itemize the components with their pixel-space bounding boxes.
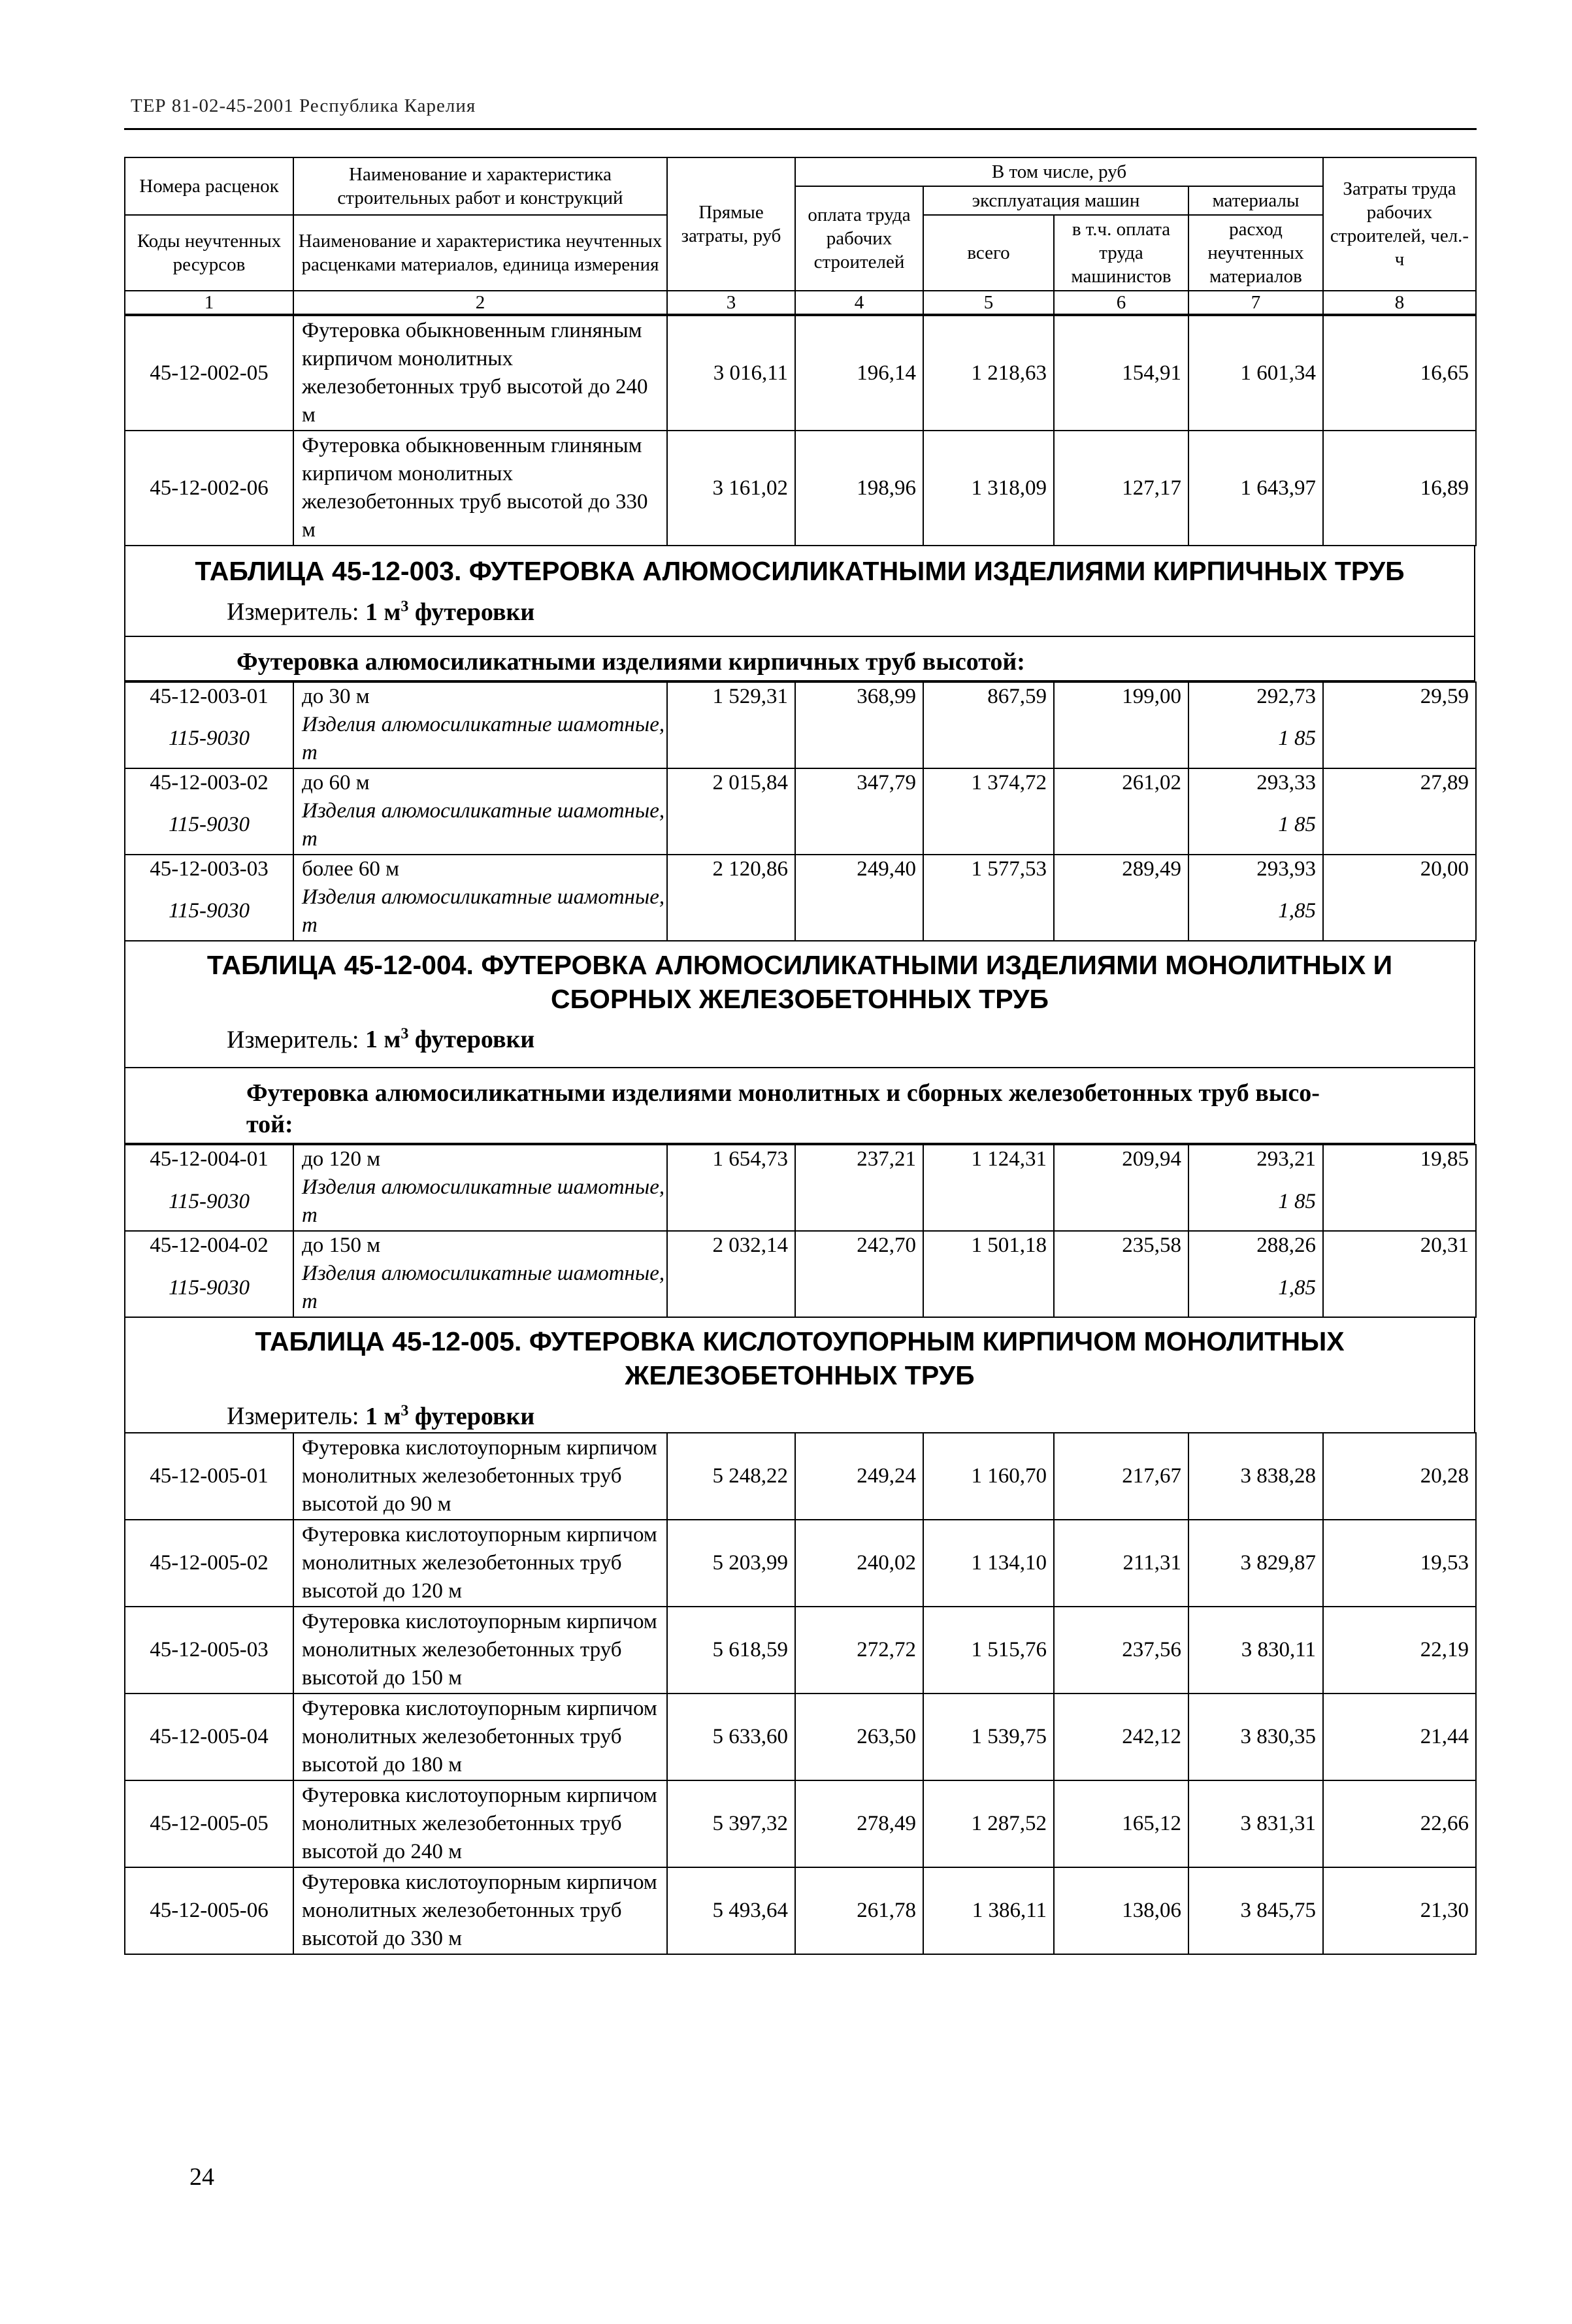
- labor-hours: 22,66: [1323, 1780, 1476, 1867]
- table-row: [125, 1607, 1476, 1694]
- measure-suffix: футеровки: [408, 598, 535, 626]
- operator-cost: 235,58: [1054, 1231, 1188, 1259]
- table-row: [125, 1694, 1476, 1780]
- labor-cost: 242,70: [795, 1231, 923, 1259]
- rate-code: 45-12-002-06: [125, 431, 293, 546]
- machine-cost: 1 374,72: [923, 768, 1054, 796]
- empty-cell: [1323, 1173, 1476, 1231]
- empty-cell: [923, 796, 1054, 855]
- section-title-line1: ТАБЛИЦА 45-12-004. ФУТЕРОВКА АЛЮМОСИЛИКАТНЫМИ ИЗДЕЛИЯМИ МОНОЛИТНЫХ И: [206, 949, 1393, 980]
- resource-code: 115-9030: [125, 710, 293, 768]
- rate-name: Футеровка кислотоупорным кирпичом монолитных железобетонных труб высотой до 120 м: [293, 1520, 667, 1607]
- measure-unit: 1 м: [365, 1026, 401, 1054]
- labor-cost: 368,99: [795, 682, 923, 710]
- resource-name: Изделия алюмосиликатные шамотные, т: [293, 796, 667, 855]
- header-machines: эксплуатация машин: [923, 186, 1188, 215]
- table-row: [125, 316, 1476, 431]
- resource-row: [125, 710, 1476, 768]
- machine-cost: 1 515,76: [923, 1607, 1054, 1694]
- rate-code: 45-12-005-03: [125, 1607, 293, 1694]
- subsection-title: [125, 1067, 1474, 1144]
- measure-line: [125, 591, 1474, 628]
- empty-cell: [667, 1173, 795, 1231]
- machine-cost: 1 134,10: [923, 1520, 1054, 1607]
- labor-cost: 240,02: [795, 1520, 923, 1607]
- rate-name: Футеровка кислотоупорным кирпичом монолитных железобетонных труб высотой до 330 м: [293, 1867, 667, 1954]
- table-row: [125, 1780, 1476, 1867]
- resource-name: Изделия алюмосиликатные шамотные, т: [293, 1173, 667, 1231]
- empty-cell: [667, 710, 795, 768]
- subsection-title-line2: той:: [246, 1111, 293, 1139]
- labor-cost: 196,14: [795, 316, 923, 431]
- rate-name: до 150 м: [293, 1231, 667, 1259]
- measure-prefix: Измеритель:: [227, 598, 365, 626]
- empty-cell: [1323, 710, 1476, 768]
- empty-cell: [795, 1259, 923, 1317]
- empty-cell: [1323, 796, 1476, 855]
- resource-row: [125, 1173, 1476, 1231]
- table-row: [125, 1433, 1476, 1520]
- measure-suffix: футеровки: [408, 1402, 535, 1430]
- rate-name: до 30 м: [293, 682, 667, 710]
- empty-cell: [795, 883, 923, 941]
- labor-cost: 261,78: [795, 1867, 923, 1954]
- materials-cost: 292,73: [1188, 682, 1323, 710]
- section-003-heading: [124, 546, 1475, 681]
- table-row: [125, 768, 1476, 796]
- resource-code: 115-9030: [125, 1173, 293, 1231]
- empty-cell: [667, 796, 795, 855]
- operator-cost: 127,17: [1054, 431, 1188, 546]
- operator-cost: 289,49: [1054, 855, 1188, 883]
- materials-cost: 288,26: [1188, 1231, 1323, 1259]
- machine-cost: 1 577,53: [923, 855, 1054, 883]
- materials-cost: 293,93: [1188, 855, 1323, 883]
- empty-cell: [1323, 1259, 1476, 1317]
- column-number: 6: [1054, 291, 1188, 314]
- header-col7: расход неучтенных материалов: [1188, 215, 1323, 291]
- resource-quantity: 1 85: [1188, 1173, 1323, 1231]
- column-number: 1: [125, 291, 293, 314]
- labor-hours: 20,28: [1323, 1433, 1476, 1520]
- labor-cost: 278,49: [795, 1780, 923, 1867]
- resource-quantity: 1 85: [1188, 710, 1323, 768]
- machine-cost: 1 287,52: [923, 1780, 1054, 1867]
- table-005-rows: [124, 1432, 1477, 1955]
- machine-cost: 1 318,09: [923, 431, 1054, 546]
- table-004-rows: [124, 1144, 1477, 1318]
- column-number: 8: [1323, 291, 1476, 314]
- section-title-line2: СБОРНЫХ ЖЕЛЕЗОБЕТОННЫХ ТРУБ: [550, 983, 1049, 1014]
- rate-name: Футеровка обыкновенным глиняным кирпичом монолитных железобетонных труб высотой до 240 м: [293, 316, 667, 431]
- empty-cell: [1054, 710, 1188, 768]
- column-number: 5: [923, 291, 1054, 314]
- labor-hours: 19,53: [1323, 1520, 1476, 1607]
- table-row: [125, 855, 1476, 883]
- measure-unit: 1 м: [365, 598, 401, 626]
- empty-cell: [1054, 1173, 1188, 1231]
- resource-row: [125, 883, 1476, 941]
- header-col1-bottom: Коды неучтенных ресурсов: [125, 215, 293, 291]
- resource-name: Изделия алюмосиликатные шамотные, т: [293, 1259, 667, 1317]
- rate-name: до 120 м: [293, 1145, 667, 1173]
- empty-cell: [923, 883, 1054, 941]
- header-col2-bottom: Наименование и характеристика неучтенных расценками материалов, единица измерения: [293, 215, 667, 291]
- column-number: 4: [795, 291, 923, 314]
- operator-cost: 237,56: [1054, 1607, 1188, 1694]
- direct-cost: 5 633,60: [667, 1694, 795, 1780]
- measure-unit: 1 м: [365, 1402, 401, 1430]
- table-header: [124, 157, 1477, 315]
- empty-cell: [923, 1259, 1054, 1317]
- machine-cost: 1 124,31: [923, 1145, 1054, 1173]
- direct-cost: 2 032,14: [667, 1231, 795, 1259]
- labor-hours: 27,89: [1323, 768, 1476, 796]
- machine-cost: 1 539,75: [923, 1694, 1054, 1780]
- direct-cost: 5 248,22: [667, 1433, 795, 1520]
- header-group: В том числе, руб: [795, 157, 1323, 186]
- rate-code: 45-12-005-02: [125, 1520, 293, 1607]
- header-materials: материалы: [1188, 186, 1323, 215]
- subsection-title: Футеровка алюмосиликатными изделиями кирпичных труб высотой:: [125, 636, 1474, 681]
- measure-line: [125, 1019, 1474, 1056]
- labor-hours: 22,19: [1323, 1607, 1476, 1694]
- rate-code: 45-12-005-01: [125, 1433, 293, 1520]
- materials-cost: 3 845,75: [1188, 1867, 1323, 1954]
- labor-hours: 29,59: [1323, 682, 1476, 710]
- document-body: [124, 157, 1475, 1955]
- rate-code: 45-12-003-01: [125, 682, 293, 710]
- table-row: [125, 431, 1476, 546]
- rate-name: Футеровка кислотоупорным кирпичом монолитных железобетонных труб высотой до 240 м: [293, 1780, 667, 1867]
- rate-code: 45-12-003-03: [125, 855, 293, 883]
- section-title-line2: ЖЕЛЕЗОБЕТОННЫХ ТРУБ: [625, 1360, 975, 1391]
- section-title: [125, 1318, 1474, 1395]
- measure-line: [125, 1395, 1474, 1432]
- section-title: ТАБЛИЦА 45-12-003. ФУТЕРОВКА АЛЮМОСИЛИКАТНЫМИ ИЗДЕЛИЯМИ КИРПИЧНЫХ ТРУБ: [195, 556, 1405, 586]
- materials-cost: 293,33: [1188, 768, 1323, 796]
- rate-name: более 60 м: [293, 855, 667, 883]
- rate-name: Футеровка обыкновенным глиняным кирпичом монолитных железобетонных труб высотой до 330 м: [293, 431, 667, 546]
- resource-quantity: 1,85: [1188, 883, 1323, 941]
- column-number: 3: [667, 291, 795, 314]
- operator-cost: 209,94: [1054, 1145, 1188, 1173]
- operator-cost: 154,91: [1054, 316, 1188, 431]
- materials-cost: 3 830,35: [1188, 1694, 1323, 1780]
- rate-name: Футеровка кислотоупорным кирпичом монолитных железобетонных труб высотой до 150 м: [293, 1607, 667, 1694]
- materials-cost: 3 831,31: [1188, 1780, 1323, 1867]
- materials-cost: 3 838,28: [1188, 1433, 1323, 1520]
- empty-cell: [1323, 883, 1476, 941]
- rate-code: 45-12-004-02: [125, 1231, 293, 1259]
- rate-code: 45-12-005-05: [125, 1780, 293, 1867]
- empty-cell: [1054, 796, 1188, 855]
- resource-quantity: 1 85: [1188, 796, 1323, 855]
- section-005-heading: [124, 1318, 1475, 1432]
- measure-sup: 3: [401, 598, 409, 615]
- empty-cell: [923, 1173, 1054, 1231]
- operator-cost: 217,67: [1054, 1433, 1188, 1520]
- section-title-line1: ТАБЛИЦА 45-12-005. ФУТЕРОВКА КИСЛОТОУПОРНЫМ КИРПИЧОМ МОНОЛИТНЫХ: [255, 1326, 1345, 1357]
- direct-cost: 2 015,84: [667, 768, 795, 796]
- resource-row: [125, 1259, 1476, 1317]
- rate-code: 45-12-005-04: [125, 1694, 293, 1780]
- direct-cost: 1 529,31: [667, 682, 795, 710]
- header-col5: всего: [923, 215, 1054, 291]
- labor-hours: 19,85: [1323, 1145, 1476, 1173]
- direct-cost: 5 618,59: [667, 1607, 795, 1694]
- machine-cost: 1 218,63: [923, 316, 1054, 431]
- empty-cell: [667, 1259, 795, 1317]
- empty-cell: [1054, 1259, 1188, 1317]
- materials-cost: 1 601,34: [1188, 316, 1323, 431]
- running-header: ТЕР 81-02-45-2001 Республика Карелия: [131, 95, 476, 116]
- machine-cost: 1 386,11: [923, 1867, 1054, 1954]
- rate-name: Футеровка кислотоупорным кирпичом монолитных железобетонных труб высотой до 180 м: [293, 1694, 667, 1780]
- empty-cell: [923, 710, 1054, 768]
- resource-code: 115-9030: [125, 796, 293, 855]
- labor-cost: 249,24: [795, 1433, 923, 1520]
- rate-code: 45-12-005-06: [125, 1867, 293, 1954]
- operator-cost: 138,06: [1054, 1867, 1188, 1954]
- measure-prefix: Измеритель:: [227, 1026, 365, 1054]
- resource-code: 115-9030: [125, 883, 293, 941]
- section-title: [125, 941, 1474, 1019]
- labor-hours: 16,65: [1323, 316, 1476, 431]
- machine-cost: 867,59: [923, 682, 1054, 710]
- measure-sup: 3: [401, 1402, 409, 1420]
- rate-code: 45-12-004-01: [125, 1145, 293, 1173]
- resource-code: 115-9030: [125, 1259, 293, 1317]
- header-col6: в т.ч. оплата труда машинистов: [1054, 215, 1188, 291]
- resource-name: Изделия алюмосиликатные шамотные, т: [293, 710, 667, 768]
- measure-suffix: футеровки: [408, 1026, 535, 1054]
- operator-cost: 211,31: [1054, 1520, 1188, 1607]
- empty-cell: [1054, 883, 1188, 941]
- labor-cost: 237,21: [795, 1145, 923, 1173]
- direct-cost: 5 397,32: [667, 1780, 795, 1867]
- direct-cost: 3 161,02: [667, 431, 795, 546]
- direct-cost: 1 654,73: [667, 1145, 795, 1173]
- header-col3: Прямые затраты, руб: [667, 157, 795, 291]
- rate-code: 45-12-003-02: [125, 768, 293, 796]
- direct-cost: 3 016,11: [667, 316, 795, 431]
- materials-cost: 3 830,11: [1188, 1607, 1323, 1694]
- labor-cost: 272,72: [795, 1607, 923, 1694]
- operator-cost: 165,12: [1054, 1780, 1188, 1867]
- table-002-rows: [124, 315, 1477, 546]
- resource-quantity: 1,85: [1188, 1259, 1323, 1317]
- column-number: 7: [1188, 291, 1323, 314]
- empty-cell: [795, 1173, 923, 1231]
- table-row: [125, 1231, 1476, 1259]
- header-col4: оплата труда рабочих строителей: [795, 186, 923, 291]
- header-col1-top: Номера расценок: [125, 157, 293, 215]
- materials-cost: 3 829,87: [1188, 1520, 1323, 1607]
- page-number: 24: [189, 2163, 214, 2191]
- labor-cost: 249,40: [795, 855, 923, 883]
- labor-cost: 198,96: [795, 431, 923, 546]
- header-col2-top: Наименование и характеристика строительных работ и конструкций: [293, 157, 667, 215]
- rate-name: Футеровка кислотоупорным кирпичом монолитных железобетонных труб высотой до 90 м: [293, 1433, 667, 1520]
- table-row: [125, 1520, 1476, 1607]
- column-number: 2: [293, 291, 667, 314]
- materials-cost: 293,21: [1188, 1145, 1323, 1173]
- labor-hours: 20,00: [1323, 855, 1476, 883]
- labor-cost: 263,50: [795, 1694, 923, 1780]
- empty-cell: [795, 796, 923, 855]
- header-rule: [124, 128, 1477, 130]
- labor-cost: 347,79: [795, 768, 923, 796]
- labor-hours: 16,89: [1323, 431, 1476, 546]
- table-003-rows: [124, 681, 1477, 941]
- section-004-heading: [124, 941, 1475, 1145]
- operator-cost: 199,00: [1054, 682, 1188, 710]
- empty-cell: [667, 883, 795, 941]
- direct-cost: 5 203,99: [667, 1520, 795, 1607]
- direct-cost: 2 120,86: [667, 855, 795, 883]
- materials-cost: 1 643,97: [1188, 431, 1323, 546]
- table-row: [125, 1145, 1476, 1173]
- table-row: [125, 1867, 1476, 1954]
- measure-sup: 3: [401, 1025, 409, 1043]
- operator-cost: 242,12: [1054, 1694, 1188, 1780]
- machine-cost: 1 160,70: [923, 1433, 1054, 1520]
- table-row: [125, 682, 1476, 710]
- resource-name: Изделия алюмосиликатные шамотные, т: [293, 883, 667, 941]
- rate-name: до 60 м: [293, 768, 667, 796]
- labor-hours: 21,30: [1323, 1867, 1476, 1954]
- rate-code: 45-12-002-05: [125, 316, 293, 431]
- labor-hours: 21,44: [1323, 1694, 1476, 1780]
- subsection-title-line1: Футеровка алюмосиликатными изделиями монолитных и сборных железобетонных труб высо-: [246, 1079, 1320, 1107]
- operator-cost: 261,02: [1054, 768, 1188, 796]
- labor-hours: 20,31: [1323, 1231, 1476, 1259]
- measure-prefix: Измеритель:: [227, 1402, 365, 1430]
- empty-cell: [795, 710, 923, 768]
- resource-row: [125, 796, 1476, 855]
- machine-cost: 1 501,18: [923, 1231, 1054, 1259]
- direct-cost: 5 493,64: [667, 1867, 795, 1954]
- header-col8: Затраты труда рабочих строителей, чел.-ч: [1323, 157, 1476, 291]
